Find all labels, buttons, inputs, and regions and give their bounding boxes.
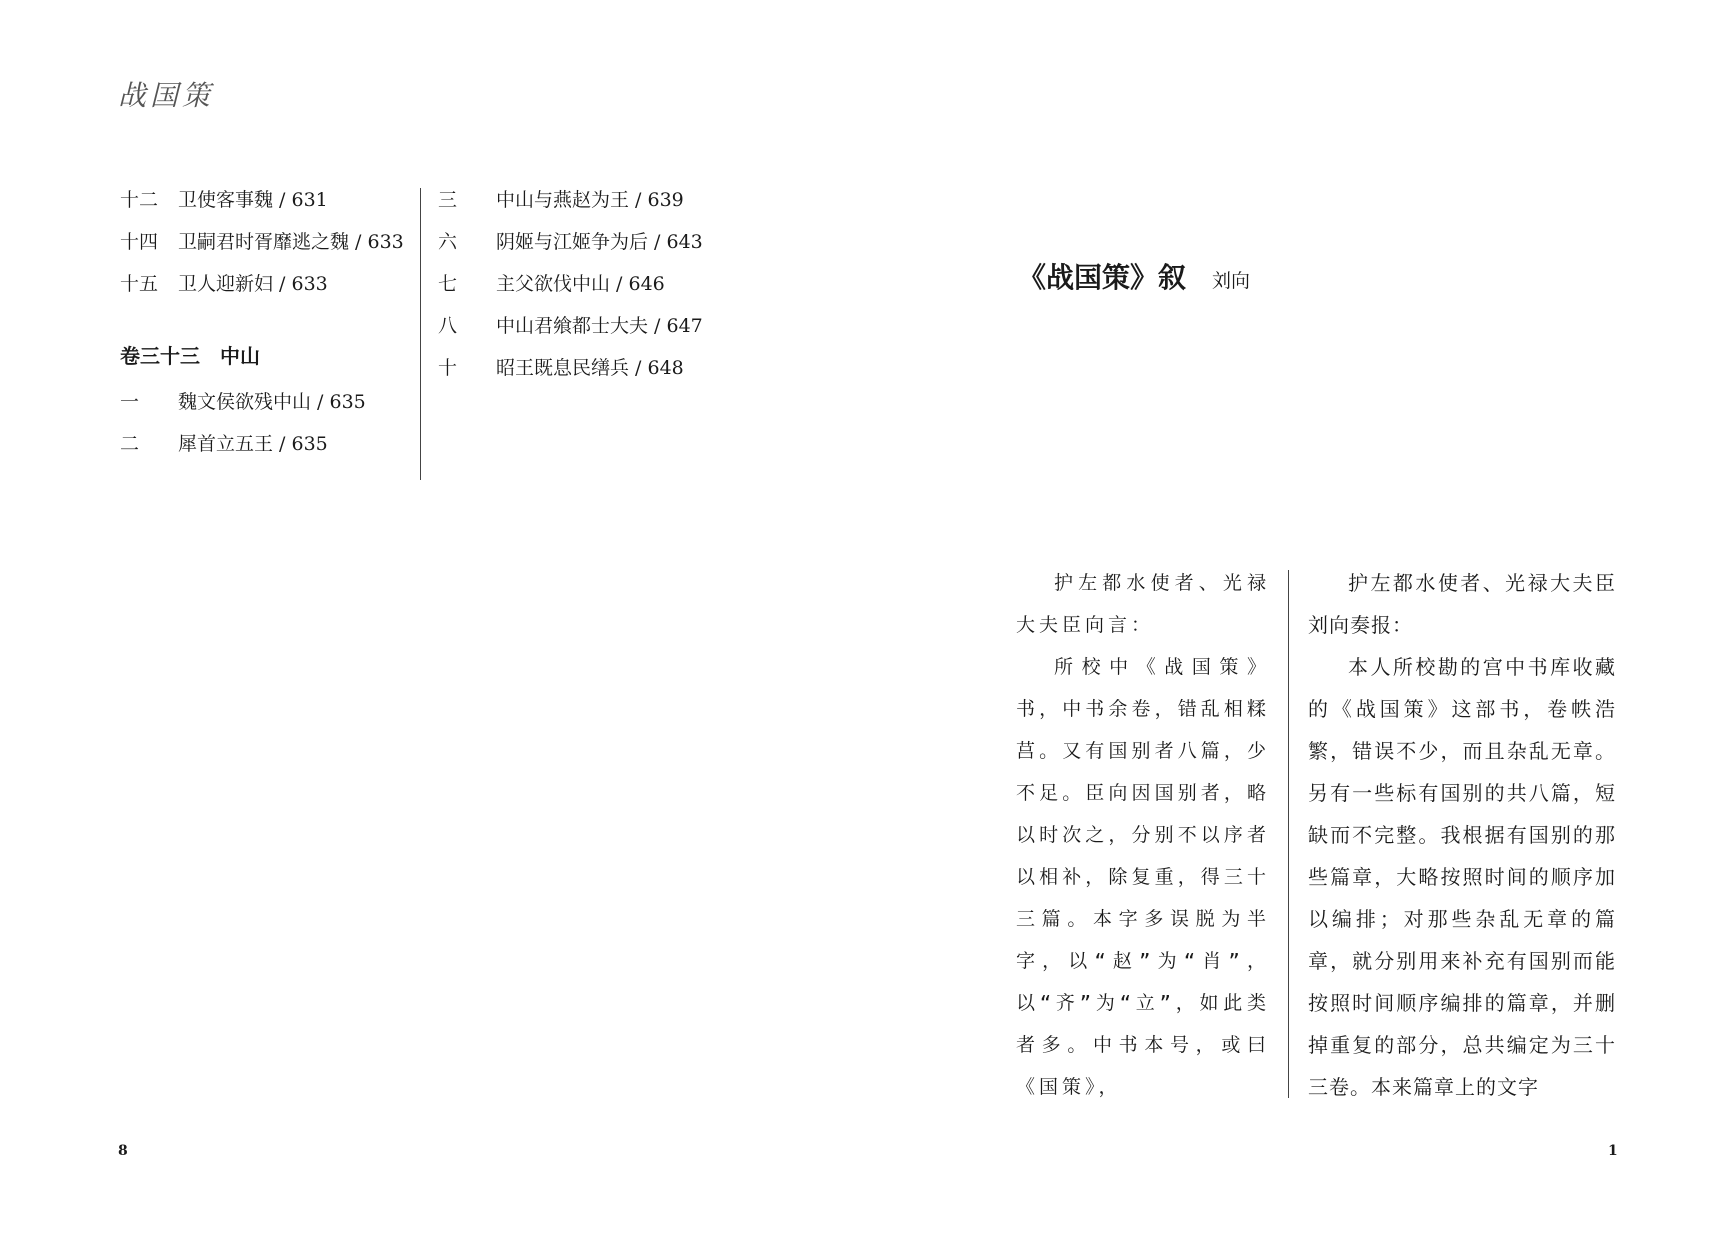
page-number-right: 1 — [1608, 1143, 1618, 1159]
toc-entry[interactable]: 六 阴姬与江姬争为后 / 643 — [438, 228, 738, 270]
toc-entry-number: 十五 — [120, 273, 159, 295]
preface-title: 《战国策》叙 — [1018, 261, 1187, 294]
toc-entry[interactable]: 十 昭王既息民缮兵 / 648 — [438, 354, 738, 396]
toc-entry-page: 631 — [291, 189, 328, 211]
toc-entry[interactable]: 八 中山君飨都士大夫 / 647 — [438, 312, 738, 354]
page-number-left: 8 — [118, 1143, 128, 1159]
translation-text-column — [1308, 562, 1616, 1108]
toc-spacer — [120, 312, 420, 342]
translation-paragraph: 护左都水使者、光禄大夫臣刘向奏报： — [1308, 571, 1616, 637]
original-text-column — [1016, 562, 1270, 1108]
toc-entry-title: 主父欲伐中山 — [496, 273, 611, 295]
toc-entry-number: 十四 — [120, 231, 159, 253]
running-title: 战国策 — [118, 79, 215, 112]
toc-entry-number: 八 — [438, 315, 458, 337]
translation-paragraph: 本人所校勘的宫中书库收藏的《战国策》这部书，卷帙浩繁，错误不少，而且杂乱无章。另有一些标有国别的共八篇，短缺而不完整。我根据有国别的那些篇章，大略按照时间的顺序加以编排；对那些杂乱无章的篇章，就分别用来补充有国别而能按照时间顺序编排的篇章，并删掉重复的部分，总共编定为三十三卷。本来篇章上的文字 — [1308, 655, 1616, 1099]
toc-entry[interactable]: 十二 卫使客事魏 / 631 — [120, 186, 420, 228]
toc-entry-title: 卫使客事魏 — [178, 189, 274, 211]
toc-entry[interactable]: 七 主父欲伐中山 / 646 — [438, 270, 738, 312]
toc-entry-title: 卫嗣君时胥靡逃之魏 — [178, 231, 350, 253]
toc-entry[interactable]: 十五 卫人迎新妇 / 633 — [120, 270, 420, 312]
toc-entry-page: 648 — [647, 357, 684, 379]
original-paragraph: 所校中《战国策》书，中书余卷，错乱相糅莒。又有国别者八篇，少不足。臣向因国别者，略以时次之，分别不以序者以相补，除复重，得三十三篇。本字多误脱为半字，以“赵”为“肖”，以“齐”为“立”，如此类者多。中书本号，或曰《国策》， — [1016, 656, 1270, 1098]
toc-entry-title: 昭王既息民缮兵 — [496, 357, 630, 379]
toc-entry-page: 643 — [666, 231, 703, 253]
toc-entry-number: 一 — [120, 391, 140, 413]
toc-entry-title: 中山与燕赵为王 — [496, 189, 630, 211]
toc-entry-title: 卫人迎新妇 — [178, 273, 274, 295]
toc-entry-title: 犀首立五王 — [178, 433, 274, 455]
toc-column-left — [120, 186, 420, 472]
toc-entry-title: 阴姬与江姬争为后 — [496, 231, 649, 253]
toc-entry-page: 647 — [666, 315, 703, 337]
toc-entry-number: 六 — [438, 231, 458, 253]
original-paragraph: 护左都水使者、光禄大夫臣向言： — [1016, 572, 1270, 636]
toc-entry[interactable]: 三 中山与燕赵为王 / 639 — [438, 186, 738, 228]
toc-entry-title: 中山君飨都士大夫 — [496, 315, 649, 337]
toc-entry-page: 633 — [367, 231, 404, 253]
toc-entry-number: 三 — [438, 189, 458, 211]
toc-entry-page: 646 — [628, 273, 665, 295]
toc-entry[interactable]: 一 魏文侯欲残中山 / 635 — [120, 388, 420, 430]
preface-author: 刘向 — [1212, 270, 1251, 292]
preface-heading — [1018, 256, 1250, 296]
toc-column-divider — [420, 188, 421, 480]
toc-entry-number: 二 — [120, 433, 140, 455]
toc-column-right — [438, 186, 738, 396]
toc-entry-page: 633 — [291, 273, 328, 295]
toc-entry-number: 十 — [438, 357, 458, 379]
parallel-text-divider — [1288, 570, 1289, 1098]
toc-chapter-heading: 卷三十三 中山 — [120, 344, 260, 368]
toc-entry-page: 635 — [291, 433, 328, 455]
toc-entry-page: 635 — [329, 391, 366, 413]
toc-entry-page: 639 — [647, 189, 684, 211]
toc-entry[interactable]: 十四 卫嗣君时胥靡逃之魏 / 633 — [120, 228, 420, 270]
toc-entry-number: 七 — [438, 273, 458, 295]
toc-entry-title: 魏文侯欲残中山 — [178, 391, 312, 413]
toc-entry[interactable]: 二 犀首立五王 / 635 — [120, 430, 420, 472]
toc-entry-number: 十二 — [120, 189, 159, 211]
